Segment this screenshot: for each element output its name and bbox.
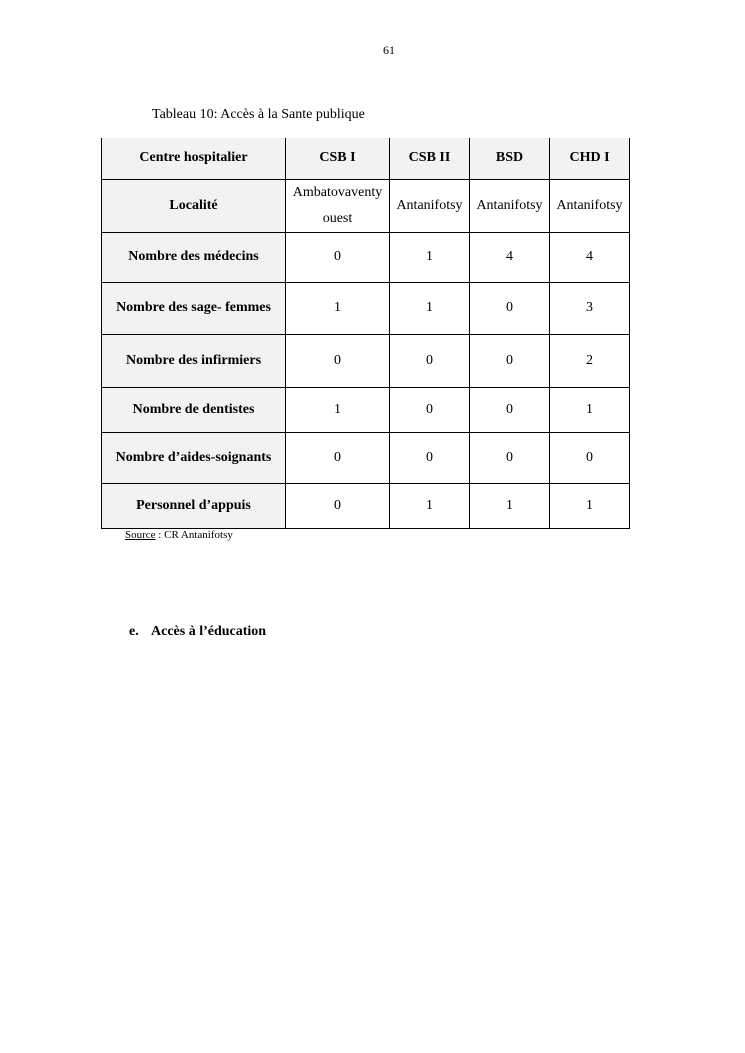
localite-cell: Ambatovaventy ouest bbox=[286, 179, 390, 232]
source-text: : CR Antanifotsy bbox=[155, 529, 233, 541]
section-letter: e. bbox=[129, 624, 139, 639]
column-header-bsd: BSD bbox=[470, 138, 550, 179]
table-cell: 4 bbox=[470, 232, 550, 282]
table-cell: 0 bbox=[470, 282, 550, 334]
source-label: Source bbox=[125, 529, 156, 541]
table-cell: 1 bbox=[286, 282, 390, 334]
table-cell: 1 bbox=[550, 483, 630, 528]
header-row-label: Centre hospitalier bbox=[102, 138, 286, 179]
table-cell: 3 bbox=[550, 282, 630, 334]
row-label: Nombre des infirmiers bbox=[102, 334, 286, 387]
row-label: Personnel d’appuis bbox=[102, 483, 286, 528]
section-heading bbox=[129, 624, 266, 640]
row-label: Nombre des sage- femmes bbox=[102, 282, 286, 334]
column-header-csb-ii: CSB II bbox=[390, 138, 470, 179]
table-cell: 4 bbox=[550, 232, 630, 282]
table-cell: 0 bbox=[470, 387, 550, 432]
table-row bbox=[102, 432, 630, 483]
table-cell: 0 bbox=[286, 334, 390, 387]
table-cell: 1 bbox=[470, 483, 550, 528]
table-cell: 0 bbox=[470, 334, 550, 387]
row-label: Nombre des médecins bbox=[102, 232, 286, 282]
table-row bbox=[102, 232, 630, 282]
column-header-chd-i: CHD I bbox=[550, 138, 630, 179]
table-row bbox=[102, 387, 630, 432]
localite-cell: Antanifotsy bbox=[470, 179, 550, 232]
table-cell: 0 bbox=[470, 432, 550, 483]
table-caption: Tableau 10: Accès à la Sante publique bbox=[152, 107, 365, 122]
localite-cell: Antanifotsy bbox=[550, 179, 630, 232]
row-label: Nombre d’aides-soignants bbox=[102, 432, 286, 483]
table-cell: 0 bbox=[390, 387, 470, 432]
table-row bbox=[102, 334, 630, 387]
table-cell: 0 bbox=[390, 334, 470, 387]
source-note bbox=[125, 529, 233, 541]
localite-cell: Antanifotsy bbox=[390, 179, 470, 232]
table-cell: 0 bbox=[286, 483, 390, 528]
table-row bbox=[102, 282, 630, 334]
health-access-table bbox=[101, 138, 630, 529]
table-cell: 2 bbox=[550, 334, 630, 387]
table-cell: 1 bbox=[390, 232, 470, 282]
page-number: 61 bbox=[383, 43, 395, 57]
table-header-row bbox=[102, 138, 630, 179]
row-label: Nombre de dentistes bbox=[102, 387, 286, 432]
table-cell: 1 bbox=[390, 282, 470, 334]
table-cell: 0 bbox=[550, 432, 630, 483]
localite-row bbox=[102, 179, 630, 232]
table-cell: 0 bbox=[390, 432, 470, 483]
localite-label: Localité bbox=[102, 179, 286, 232]
section-title: Accès à l’éducation bbox=[151, 624, 267, 639]
table-cell: 1 bbox=[550, 387, 630, 432]
table-row bbox=[102, 483, 630, 528]
table-cell: 1 bbox=[390, 483, 470, 528]
table-cell: 1 bbox=[286, 387, 390, 432]
column-header-csb-i: CSB I bbox=[286, 138, 390, 179]
table-cell: 0 bbox=[286, 432, 390, 483]
table-cell: 0 bbox=[286, 232, 390, 282]
